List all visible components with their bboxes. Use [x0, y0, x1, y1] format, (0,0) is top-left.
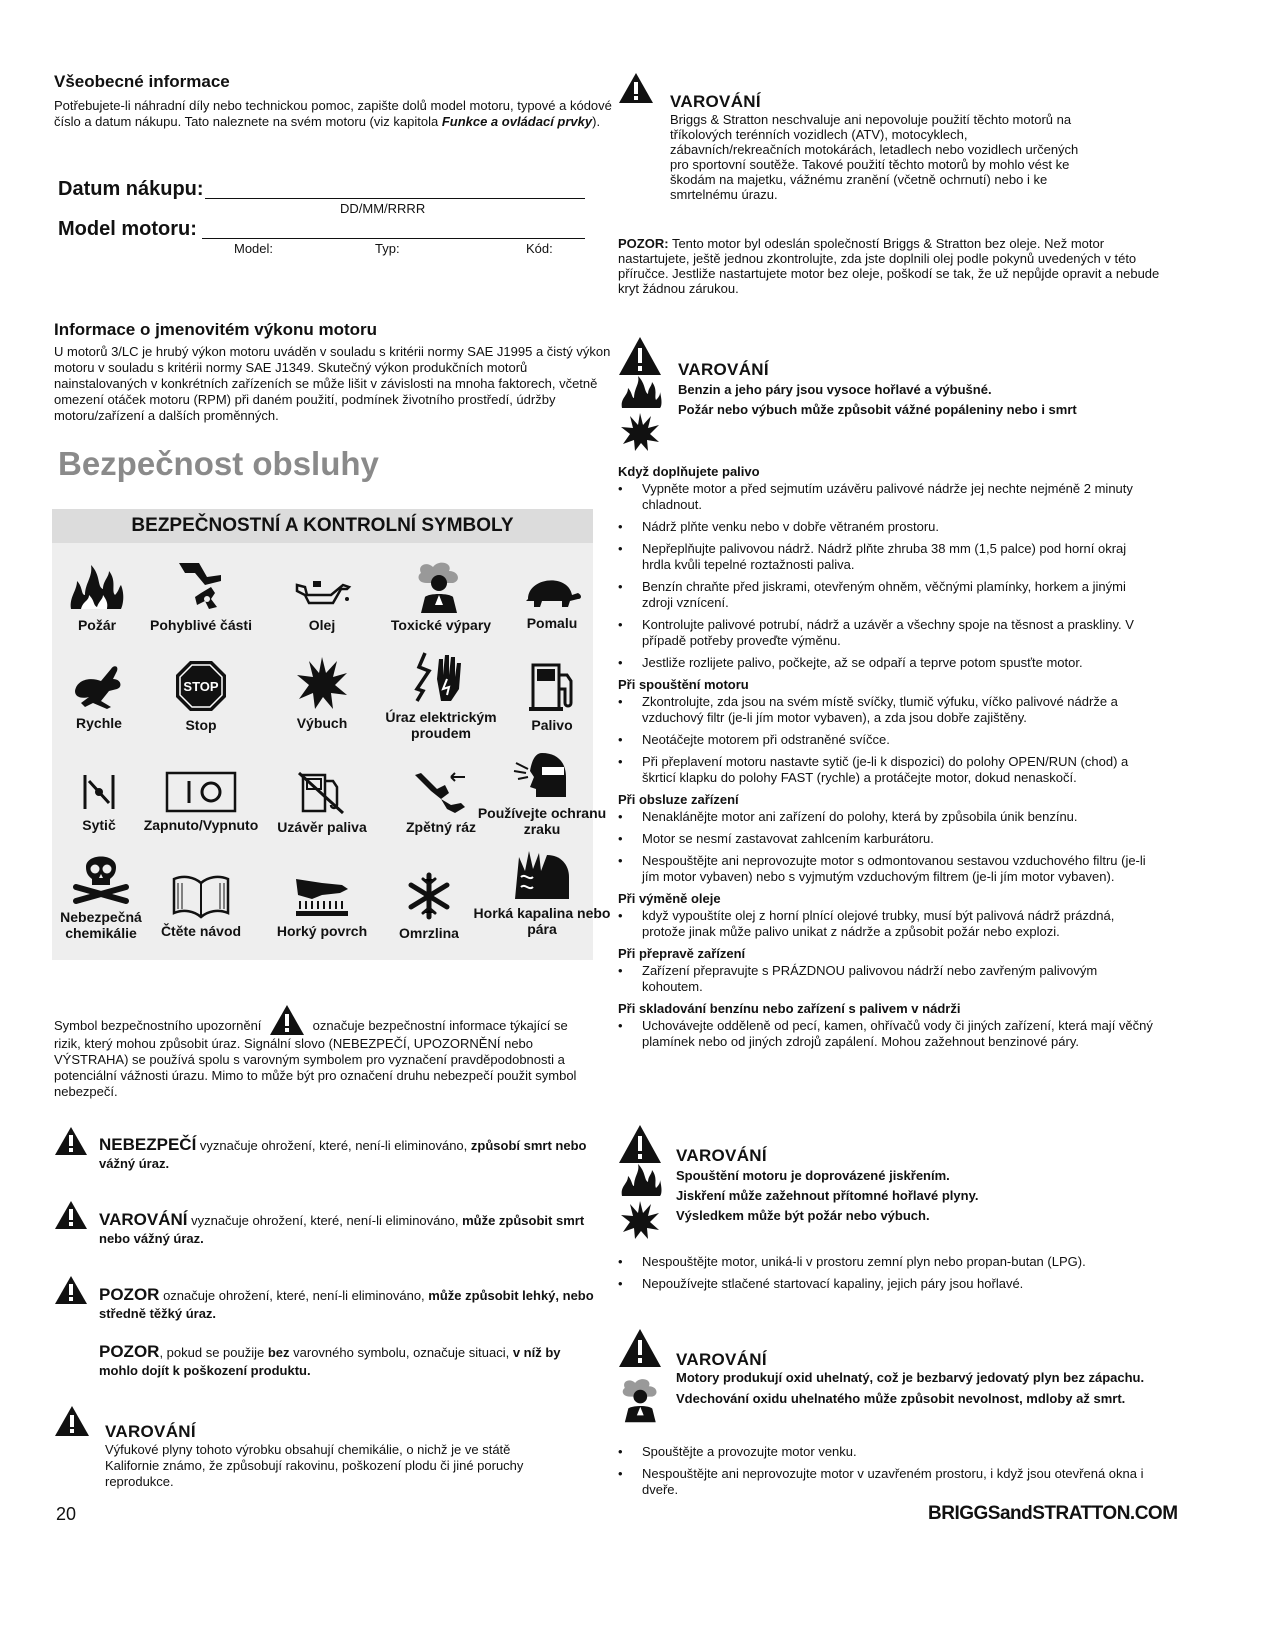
- symbol-stop: [136, 659, 266, 733]
- fuel-warning-title: VAROVÁNÍ: [678, 360, 769, 379]
- list-item: • Nespouštějte motor, uniká-li v prostoru zemní plyn nebo propan-butan (LPG).: [618, 1254, 1158, 1270]
- moving-parts-icon: [171, 559, 231, 613]
- symbol-label: Nebezpečná chemikálie: [60, 909, 142, 941]
- symbol-label: Zpětný ráz: [405, 819, 476, 835]
- list-item: • Vypněte motor a před sejmutím uzávěru palivové nádrže jej nechte nejméně 2 minuty chladnout.: [618, 481, 1158, 513]
- symbol-label: Výbuch: [296, 715, 348, 731]
- symbol-label: Stop: [185, 717, 217, 733]
- caution-nosymbol-text-b: varovného symbolu, označuje situaci,: [289, 1345, 513, 1360]
- list-item: • Nespouštějte ani neprovozujte motor s odmontovanou sestavou vzduchového filtru (je-li jím motor vybaven) nebo s vyjmutým vzduchovým filtrem (je-li jím motor vybaven).: [618, 853, 1158, 885]
- type-sublabel: Typ:: [375, 241, 400, 256]
- eye-protection-icon: [512, 749, 572, 801]
- symbol-label: Olej: [308, 617, 336, 633]
- co-warning-alert-icon: [618, 1328, 662, 1368]
- section-head: Když doplňujete palivo: [618, 464, 760, 479]
- symbol-label: Horká kapalina nebo pára: [473, 905, 611, 937]
- fuel-explosion-icon: [620, 412, 660, 452]
- date-format-hint: DD/MM/RRRR: [340, 201, 426, 216]
- fuel-section-operating: [618, 792, 1158, 885]
- fuel-section-transport: [618, 946, 1158, 995]
- co-toxic-fumes-icon: [618, 1376, 666, 1424]
- fuel-pump-icon: [527, 661, 577, 713]
- list-item: • Nenaklánějte motor ani zařízení do polohy, která by způsobila únik benzínu.: [618, 809, 1158, 825]
- safety-alert-icon: [269, 1004, 305, 1036]
- section-head: Při výměně oleje: [618, 891, 721, 906]
- manual-book-icon: [170, 873, 232, 919]
- rabbit-icon: [71, 661, 127, 711]
- general-info-text: [54, 98, 624, 130]
- alert-text-b: označuje bezpečnostní informace týkající se rizik, který mohou způsobit úraz. Signální slovo (NEBEZPEČÍ, UPOZORNĚNÍ nebo VÝSTRAHA) se používá spolu s varovným symbolem pro vyznačení pravděpodobnosti a potenciální vážnosti úrazu. Mimo to může být pro označení druhu nebezpečí použit symbol nebezpečí.: [54, 1018, 577, 1099]
- fuel-warning-line2: Požár nebo výbuch může způsobit vážné popáleniny nebo i smrt: [678, 402, 1077, 417]
- code-sublabel: Kód:: [526, 241, 553, 256]
- symbol-eye-protection: [467, 749, 617, 837]
- symbol-label: Omrzlina: [399, 925, 459, 941]
- list-item: • Spouštějte a provozujte motor venku.: [618, 1444, 1158, 1460]
- caution-nosymbol-definition: [99, 1343, 599, 1380]
- no-oil-caution-word: POZOR:: [618, 236, 669, 251]
- page-number: 20: [56, 1504, 77, 1524]
- symbol-hot-steam: [467, 847, 617, 937]
- fuel-section-refueling: [618, 464, 1158, 671]
- no-oil-text: Tento motor byl odeslán společností Briggs & Stratton bez oleje. Než motor nastartujete, ještě jednou zkontrolujte, zda jste doplnili olej podle pokynů uvedených v této příručce. Jestliže nastartujete motor bez oleje, poškodí se tak, že už nepůjde opravit a nebude kryt žádnou zárukou.: [618, 236, 1160, 296]
- rating-title: Informace o jmenovitém výkonu motoru: [54, 320, 378, 339]
- co-warning-title: VAROVÁNÍ: [676, 1350, 767, 1369]
- list-item: • Zkontrolujte, zda jsou na svém místě svíčky, tlumič výfuku, víčko palivové nádrže a vzduchový filtr (je-li jím motor vybaven), a zda jsou dobře zajištěny.: [618, 694, 1158, 726]
- danger-word: NEBEZPEČÍ: [99, 1135, 197, 1154]
- symbol-label: Požár: [77, 617, 117, 633]
- symbol-label: Zapnuto/Vypnuto: [143, 817, 259, 833]
- explosion-icon: [295, 655, 349, 711]
- symbol-label: Používejte ochranu zraku: [477, 805, 607, 837]
- co-warning-list: [618, 1442, 1158, 1504]
- caution-word: POZOR: [99, 1285, 160, 1304]
- fuel-safety-sections: [618, 460, 1158, 1056]
- no-oil-notice: [618, 236, 1168, 296]
- california-warning-title: VAROVÁNÍ: [105, 1422, 196, 1441]
- symbol-fuel-shutoff: [257, 769, 387, 835]
- symbol-label: Horký povrch: [276, 923, 368, 939]
- turtle-icon: [520, 565, 584, 611]
- danger-definition: [99, 1136, 594, 1173]
- section-head: Při skladování benzínu nebo zařízení s palivem v nádrži: [618, 1001, 961, 1016]
- model-sublabel: Model:: [234, 241, 274, 256]
- list-item: • Nepoužívejte stlačené startovací kapaliny, jejich páry jsou hořlavé.: [618, 1276, 1158, 1292]
- engine-model-label: Model motoru:: [58, 218, 197, 240]
- features-chapter-ref: Funkce a ovládací prvky: [441, 114, 593, 129]
- symbol-label: Palivo: [531, 717, 573, 733]
- list-item: • Při přeplavení motoru nastavte sytič (je-li k dispozici) do polohy OPEN/RUN (chod) a škrticí klapku do polohy FAST (rychle) a protáčejte motor, dokud nenaskočí.: [618, 754, 1158, 786]
- oil-can-icon: [291, 565, 353, 613]
- warning-bold: může způsobit smrt nebo vážný úraz.: [99, 1213, 585, 1246]
- toxic-fumes-icon: [413, 561, 469, 613]
- list-item: • Uchovávejte odděleně od pecí, kamen, ohřívačů vody či jiných zařízení, která mají věčný plamínek nebo od jiných zdrojů zapálení. Mohou zažehnout benzinové páry.: [618, 1018, 1158, 1050]
- symbol-read-manual: [136, 873, 266, 939]
- spark-warning-title: VAROVÁNÍ: [676, 1146, 767, 1165]
- danger-text: vyznačuje ohrožení, které, není-li eliminováno,: [196, 1138, 471, 1153]
- list-item: • Benzín chraňte před jiskrami, otevřeným ohněm, věčnými plamínky, horkem a jinými zdroji vznícení.: [618, 579, 1158, 611]
- fuel-warning: [678, 360, 1198, 420]
- atv-warning: [670, 92, 1090, 202]
- symbol-slow: [487, 565, 617, 631]
- choke-icon: [79, 771, 119, 813]
- symbol-label: Čtěte návod: [160, 923, 242, 939]
- spark-warning-line3: Výsledkem může být požár nebo výbuch.: [676, 1208, 930, 1223]
- warning-alert-icon: [54, 1200, 88, 1230]
- warning-word: VAROVÁNÍ: [99, 1210, 188, 1229]
- list-item: • když vypouštíte olej z horní plnící olejové trubky, musí být palivová nádrž prázdná, protože jinak může palivo unikat z nádrže a způsobit požár nebo explozi.: [618, 908, 1158, 940]
- spark-warning-alert-icon: [618, 1124, 662, 1164]
- list-item: • Neotáčejte motorem při odstraněné svíčce.: [618, 732, 1158, 748]
- caution-bold: může způsobit lehký, nebo středně těžký úraz.: [99, 1288, 594, 1321]
- spark-warning-list: [618, 1252, 1158, 1298]
- fuel-section-oil-change: [618, 891, 1158, 940]
- on-off-icon: [165, 771, 237, 813]
- atv-warning-title: VAROVÁNÍ: [670, 92, 761, 111]
- list-item: • Zařízení přepravujte s PRÁZDNOU palivovou nádrží nebo zavřeným palivovým kohoutem.: [618, 963, 1158, 995]
- atv-warning-alert-icon: [618, 72, 654, 104]
- section-head: Při obsluze zařízení: [618, 792, 739, 807]
- caution-alert-icon: [54, 1275, 88, 1305]
- rating-section: [54, 320, 624, 424]
- caution-nosymbol-bold-b: v níž by mohlo dojít k poškození produktu.: [99, 1345, 561, 1378]
- alert-text-a: Symbol bezpečnostního upozornění: [54, 1018, 262, 1033]
- list-item: • Kontrolujte palivové potrubí, nádrž a uzávěr a všechny spoje na těsnost a praskliny. V případě potřeby proveďte výměnu.: [618, 617, 1158, 649]
- list-item: • Motor se nesmí zastavovat zahlcením karburátoru.: [618, 831, 1158, 847]
- warning-definition: [99, 1211, 594, 1248]
- fuel-fire-icon: [620, 376, 662, 410]
- engine-model-field[interactable]: [202, 238, 585, 239]
- fuel-section-storage: [618, 1001, 1158, 1050]
- caution-nosymbol-bold-a: bez: [267, 1345, 290, 1360]
- co-warning-line1: Motory produkují oxid uhelnatý, což je bezbarvý jedovatý plyn bez zápachu.: [676, 1370, 1145, 1385]
- fuel-section-starting: [618, 677, 1158, 786]
- alert-symbol-explanation: [54, 1004, 594, 1100]
- symbols-panel: [52, 509, 611, 960]
- symbol-on-off: [136, 771, 266, 833]
- fuel-shutoff-icon: [297, 769, 347, 815]
- spark-fire-icon: [620, 1164, 662, 1198]
- symbol-label: Úraz elektrickým proudem: [385, 709, 497, 741]
- alert-symbol-text: [54, 1004, 594, 1100]
- symbol-moving-parts: [136, 559, 266, 633]
- hot-surface-icon: [292, 873, 352, 919]
- symbol-label: Pohyblivé části: [150, 617, 252, 633]
- danger-bold: způsobí smrt nebo vážný úraz.: [99, 1138, 587, 1171]
- caution-nosymbol-text-a: , pokud se použije: [159, 1345, 268, 1360]
- rating-text: U motorů 3/LC je hrubý výkon motoru uváděn v souladu s kritérii normy SAE J1995 a čistý výkon motoru v souladu s kritérii normy SAE J1349. Skutečný výkon produkčních motorů nainstalovaných v konkrétních zařízeních se může lišit v závislosti na mnoha faktorech, včetně omezení otáček motoru (RPM) při daném použití, podmínek životního prostředí, údržby motoru/zařízení a dalších proměnných.: [54, 344, 611, 423]
- section-head: Při spouštění motoru: [618, 677, 749, 692]
- symbol-oil: [257, 565, 387, 633]
- stop-icon: [174, 659, 228, 713]
- skull-crossbones-icon: [72, 847, 130, 905]
- symbol-explosion: [257, 655, 387, 731]
- general-info-text-b: ).: [592, 114, 601, 129]
- fuel-warning-line1: Benzin a jeho páry jsou vysoce hořlavé a výbušné.: [678, 382, 992, 397]
- kickback-icon: [411, 769, 471, 815]
- list-item: • Nepřeplňujte palivovou nádrž. Nádrž plňte zhruba 38 mm (1,5 palce) pod horní okraj hrdla kvůli tepelné roztažnosti paliva.: [618, 541, 1158, 573]
- purchase-date-field[interactable]: [205, 198, 585, 199]
- spark-warning-line2: Jiskření může zažehnout přítomné hořlavé plyny.: [676, 1188, 979, 1203]
- caution-definition: [99, 1286, 594, 1323]
- spark-warning-line1: Spouštění motoru je doprovázené jiskřením.: [676, 1168, 950, 1183]
- list-item: • Nespouštějte ani neprovozujte motor v uzavřeném prostoru, i když jsou otevřená okna i dveře.: [618, 1466, 1158, 1498]
- snowflake-icon: [404, 871, 454, 921]
- symbol-label: Rychle: [76, 715, 122, 731]
- symbol-fuel: [487, 661, 617, 733]
- symbol-label: Pomalu: [526, 615, 578, 631]
- fuel-warning-alert-icon: [618, 336, 662, 376]
- general-info-section: [54, 72, 624, 130]
- safety-section-title: Bezpečnost obsluhy: [58, 445, 379, 482]
- co-warning: [676, 1350, 1176, 1409]
- caution-text: označuje ohrožení, které, není-li eliminováno,: [159, 1288, 429, 1303]
- hot-steam-icon: [511, 847, 573, 901]
- electric-shock-icon: [411, 649, 471, 705]
- brand-url: BRIGGSandSTRATTON.COM: [928, 1503, 1178, 1524]
- warning-text: vyznačuje ohrožení, které, není-li eliminováno,: [187, 1213, 463, 1228]
- spark-explosion-icon: [620, 1200, 660, 1240]
- list-item: • Jestliže rozlijete palivo, počkejte, až se odpaří a teprve potom spusťte motor.: [618, 655, 1158, 671]
- caution-nosymbol-word: POZOR: [99, 1342, 160, 1361]
- california-warning-text: Výfukové plyny tohoto výrobku obsahují chemikálie, o nichž je ve státě Kalifornie známo, že způsobují rakovinu, poškození plodu či jiné poruchy reprodukce.: [105, 1442, 524, 1489]
- fire-icon: [67, 561, 127, 613]
- general-info-title: Všeobecné informace: [54, 72, 230, 91]
- general-info-text-a: Potřebujete-li náhradní díly nebo technickou pomoc, zapište dolů model motoru, typové a kódové číslo a datum nákupu. Tato naleznete na svém motoru (viz kapitola: [54, 98, 612, 129]
- california-warning: [105, 1422, 555, 1490]
- symbols-header: BEZPEČNOSTNÍ A KONTROLNÍ SYMBOLY: [52, 509, 593, 543]
- california-warning-alert-icon: [54, 1405, 90, 1437]
- svg-text:STOP: STOP: [183, 679, 219, 694]
- spark-warning: [676, 1146, 1196, 1226]
- list-item: • Nádrž plňte venku nebo v dobře větraném prostoru.: [618, 519, 1158, 535]
- atv-warning-text: Briggs & Stratton neschvaluje ani nepovoluje použití těchto motorů na tříkolových terénních vozidlech (ATV), motocyklech, zábavních/rekreačních motokárách, letadlech nebo vozidlech určených pro sportovní soutěže. Takové použití těchto motorů by mohlo vést ke škodám na majetku, vážnému zranění (včetně ochrnutí) nebo i ke smrtelnému úrazu.: [670, 112, 1079, 202]
- danger-alert-icon: [54, 1126, 88, 1156]
- purchase-date-label: Datum nákupu:: [58, 178, 204, 200]
- symbol-label: Sytič: [82, 817, 116, 833]
- symbol-label: Uzávěr paliva: [277, 819, 367, 835]
- symbol-label: Toxické výpary: [390, 617, 492, 633]
- section-head: Při přepravě zařízení: [618, 946, 746, 961]
- co-warning-line2: Vdechování oxidu uhelnatého může způsobit nevolnost, mdloby až smrt.: [676, 1391, 1126, 1406]
